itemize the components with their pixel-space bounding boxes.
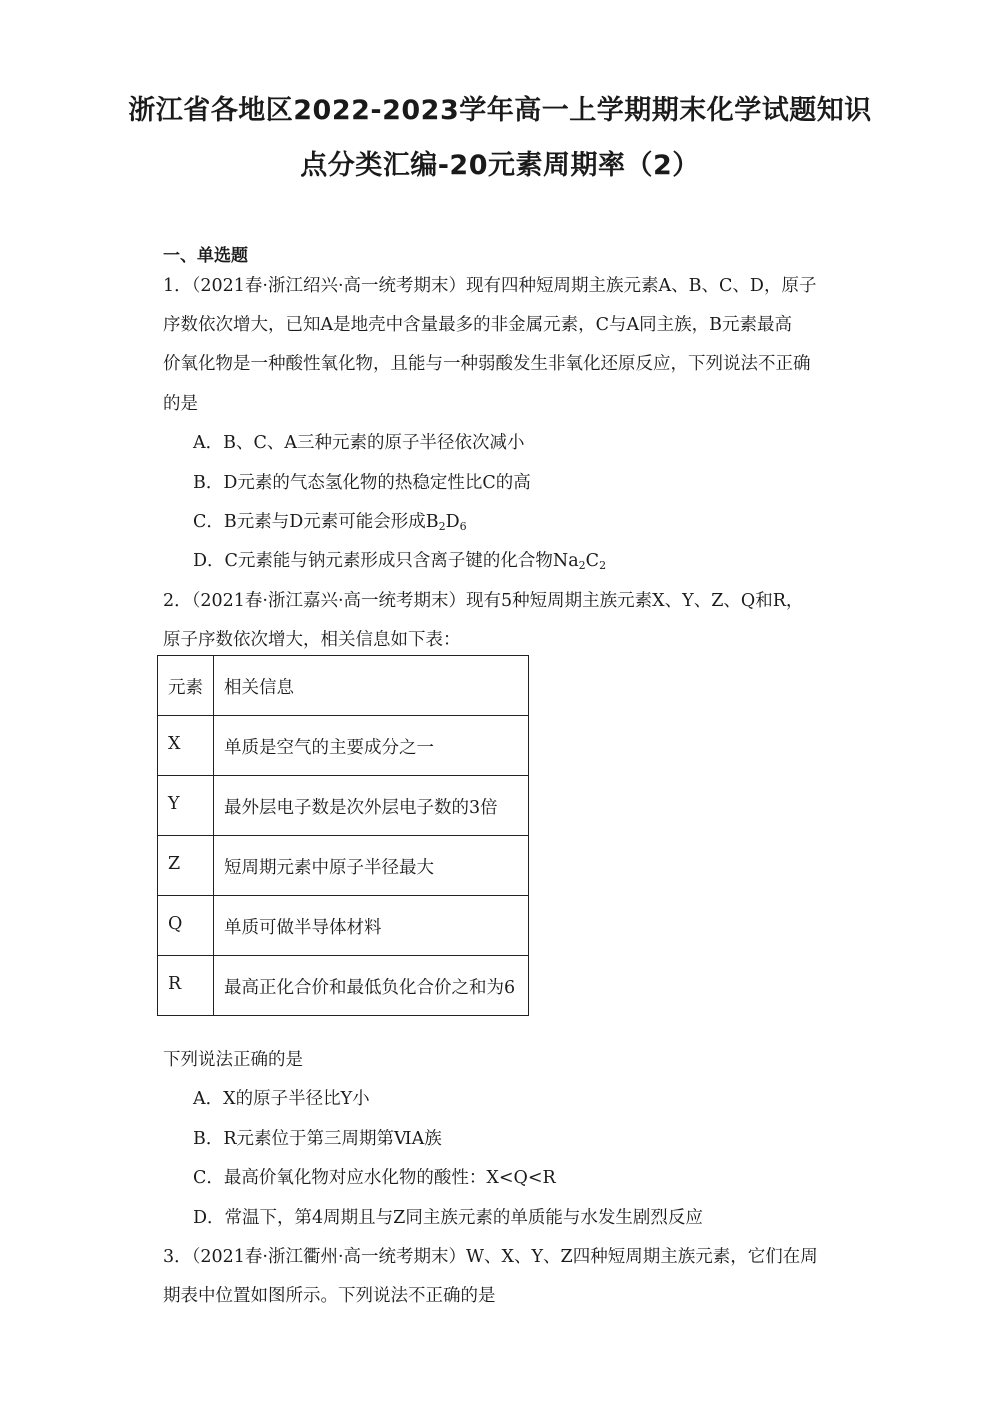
q1-option-d-sub1: 2 xyxy=(578,559,586,572)
table-cell-info: 最外层电子数是次外层电子数的3倍 xyxy=(214,776,529,836)
q1-option-d xyxy=(193,547,606,572)
q1-option-b: B．D元素的气态氢化物的热稳定性比C的高 xyxy=(193,473,531,493)
element-info-table xyxy=(157,655,529,1016)
table-row xyxy=(158,956,529,1016)
table-row xyxy=(158,896,529,956)
table-cell-element: X xyxy=(158,716,214,776)
table-cell-element: Q xyxy=(158,896,214,956)
table-cell-element: R xyxy=(158,956,214,1016)
q2-prompt: 下列说法正确的是 xyxy=(163,1050,303,1070)
q2-stem-line-1: 2．（2021春·浙江嘉兴·高一统考期末）现有5种短周期主族元素X、Y、Z、Q和R， xyxy=(163,591,804,611)
q3-stem-line-2: 期表中位置如图所示。下列说法不正确的是 xyxy=(163,1286,496,1306)
q3-stem-line-1: 3．（2021春·浙江衢州·高一统考期末）W、X、Y、Z四种短周期主族元素，它们在周 xyxy=(163,1247,818,1267)
section-heading: 一、单选题 xyxy=(163,246,248,266)
q1-stem-line-3: 价氧化物是一种酸性氧化物，且能与一种弱酸发生非氧化还原反应，下列说法不正确 xyxy=(163,354,811,374)
table-cell-info: 最高正化合价和最低负化合价之和为6 xyxy=(214,956,529,1016)
table-row xyxy=(158,836,529,896)
q1-option-c-sub1: 2 xyxy=(438,520,446,533)
table-header-row xyxy=(158,656,529,716)
q2-option-b: B．R元素位于第三周期第ⅥA族 xyxy=(193,1129,442,1149)
table-cell-element: Z xyxy=(158,836,214,896)
q1-option-c xyxy=(193,508,467,533)
table-header-cell: 元素 xyxy=(158,656,214,716)
table-cell-info: 短周期元素中原子半径最大 xyxy=(214,836,529,896)
q1-option-c-sub2: 6 xyxy=(459,520,467,533)
document-title-line-2: 点分类汇编-20元素周期率（2） xyxy=(300,150,700,181)
q2-option-d: D．常温下，第4周期且与Z同主族元素的单质能与水发生剧烈反应 xyxy=(193,1208,703,1228)
q1-stem-line-1: 1．（2021春·浙江绍兴·高一统考期末）现有四种短周期主族元素A、B、C、D，原子 xyxy=(163,276,817,296)
document-title-line-1: 浙江省各地区2022-2023学年高一上学期期末化学试题知识 xyxy=(128,95,872,126)
q2-option-a: A．X的原子半径比Y小 xyxy=(193,1089,370,1109)
q2-stem-line-2: 原子序数依次增大，相关信息如下表： xyxy=(163,630,461,650)
q1-option-d-sub2: 2 xyxy=(599,559,607,572)
table-row xyxy=(158,716,529,776)
q1-option-c-mid: D xyxy=(445,512,460,532)
q1-option-d-text: D．C元素能与钠元素形成只含离子键的化合物Na xyxy=(193,551,579,571)
q1-option-c-text: C．B元素与D元素可能会形成B xyxy=(193,512,439,532)
table-row xyxy=(158,776,529,836)
q1-stem-line-4: 的是 xyxy=(163,394,198,414)
q1-option-d-mid: C xyxy=(585,551,600,571)
q1-stem-line-2: 序数依次增大，已知A是地壳中含量最多的非金属元素，C与A同主族，B元素最高 xyxy=(163,315,793,335)
table-cell-info: 单质是空气的主要成分之一 xyxy=(214,716,529,776)
q1-option-a: A．B、C、A三种元素的原子半径依次减小 xyxy=(193,433,525,453)
q2-option-c: C．最高价氧化物对应水化物的酸性：X<Q<R xyxy=(193,1168,556,1188)
table-cell-element: Y xyxy=(158,776,214,836)
table-cell-info: 单质可做半导体材料 xyxy=(214,896,529,956)
table-header-cell: 相关信息 xyxy=(214,656,529,716)
